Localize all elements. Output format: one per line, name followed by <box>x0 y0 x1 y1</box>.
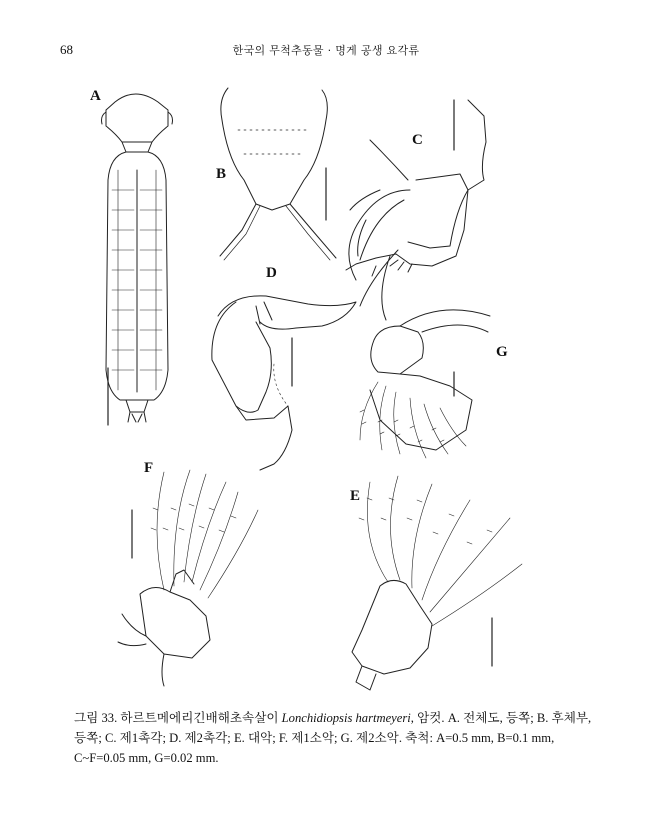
panel-label-f: F <box>144 460 154 476</box>
page-number: 68 <box>60 42 73 57</box>
caption-species-name: Lonchidiopsis hartmeyeri <box>281 711 411 725</box>
caption-lead: 그림 33. 하르트메에리긴배해초속살이 <box>74 711 282 725</box>
panel-a-drawing <box>102 94 173 425</box>
figure-plate <box>60 70 600 695</box>
panel-label-d: D <box>266 265 277 281</box>
panel-label-g: G <box>496 344 508 360</box>
panel-e-drawing <box>352 476 522 690</box>
figure-caption <box>74 708 594 768</box>
panel-g-drawing <box>360 310 490 458</box>
panel-label-a: A <box>90 88 101 104</box>
panel-label-b: B <box>216 166 227 182</box>
panel-b-drawing <box>220 88 336 260</box>
panel-d-drawing <box>212 296 356 470</box>
panel-label-c: C <box>412 132 423 148</box>
caption-rest: , 암컷. A. 전체도, 등쪽; B. 후체부, 등쪽; C. 제1촉각; D. 제2촉각; E. 대악; F. 제1소악; G. 제2소악. 축척: A=0.5 mm, B=0.1 mm, C~F=0.05 mm, G=0.02 mm. <box>74 711 592 765</box>
running-head: 한국의 무척추동물 · 명게 공생 요각류 <box>232 44 420 57</box>
panel-label-e: E <box>350 488 361 504</box>
panel-f-drawing <box>118 470 258 686</box>
figure-drawings <box>60 70 600 695</box>
